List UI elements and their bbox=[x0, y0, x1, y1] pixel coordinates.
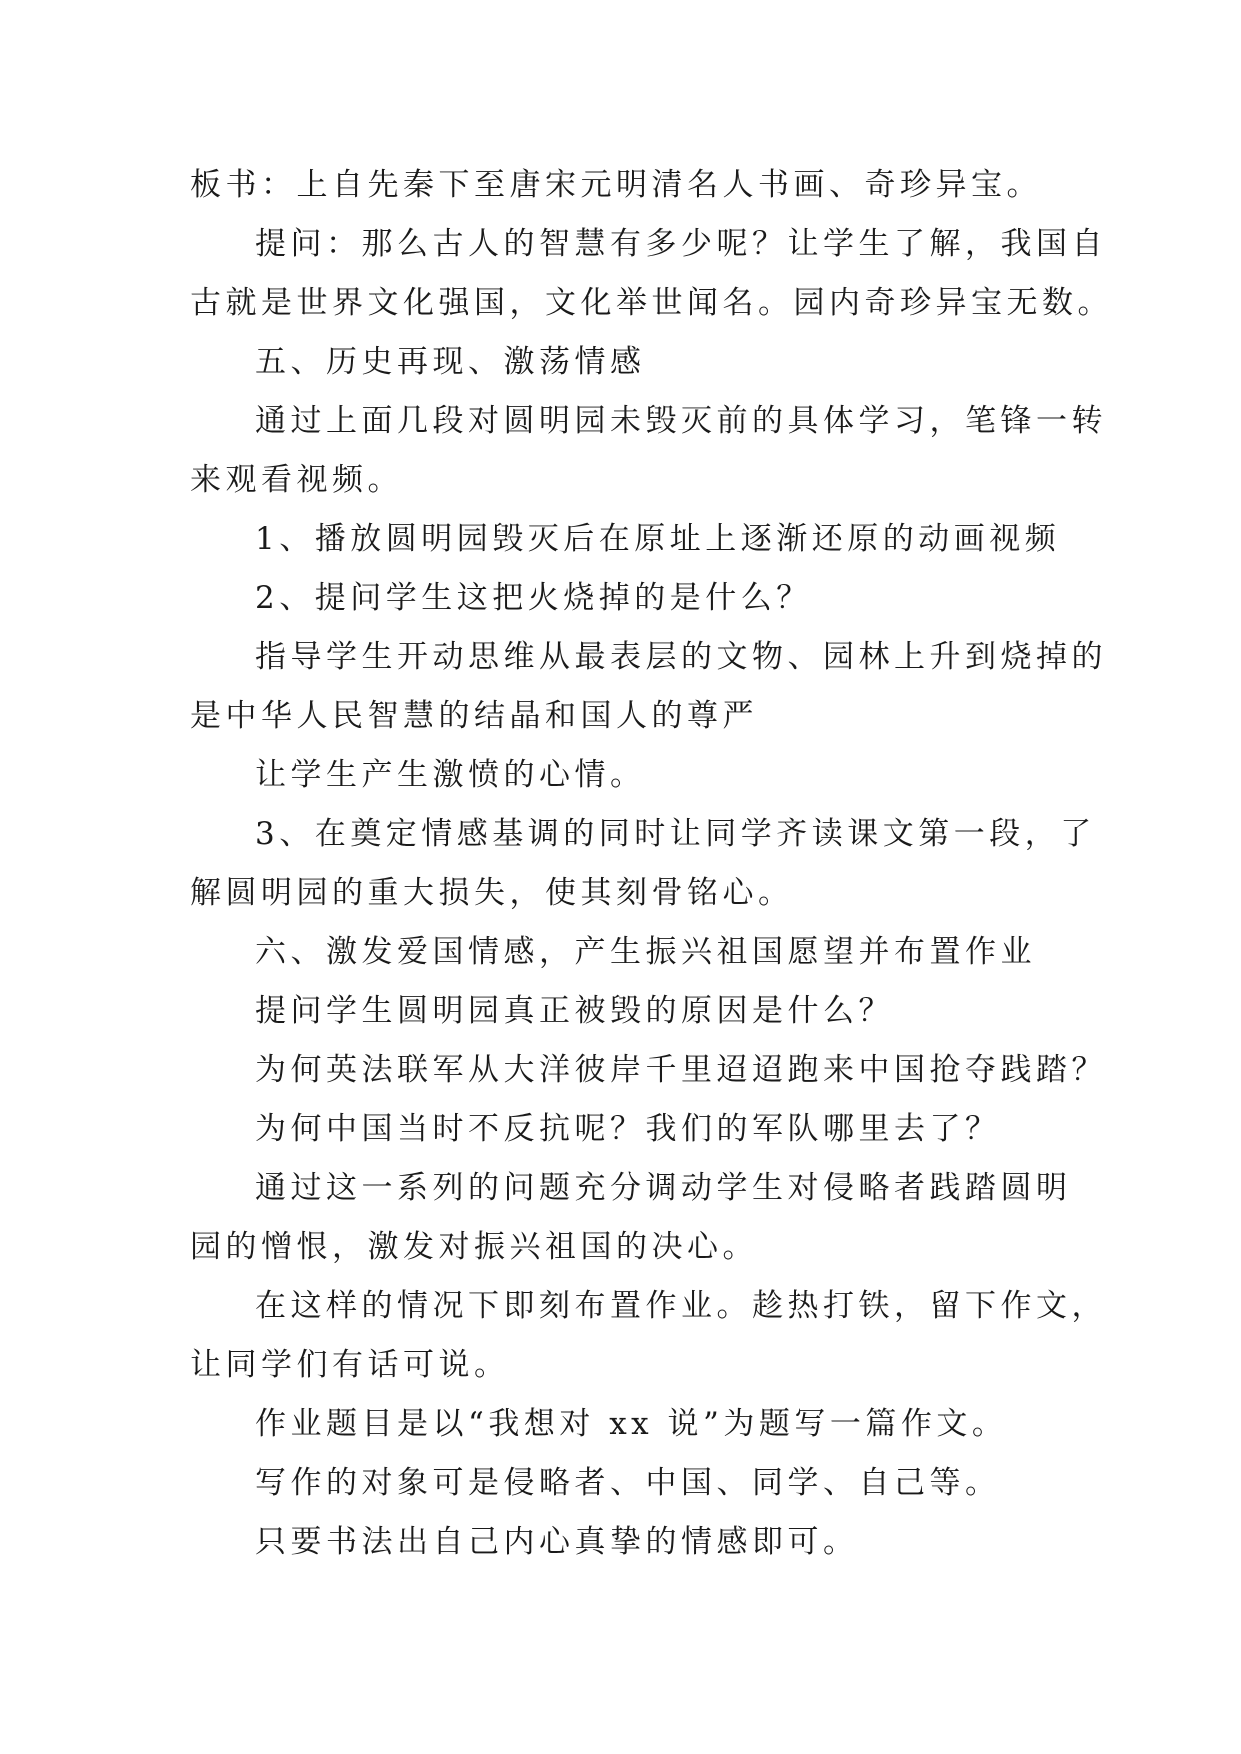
text-line: 来观看视频。 bbox=[190, 462, 403, 498]
text-line: 在这样的情况下即刻布置作业。趁热打铁，留下作文， bbox=[255, 1288, 1107, 1324]
section-heading: 六、激发爱国情感，产生振兴祖国愿望并布置作业 bbox=[255, 934, 1036, 970]
text-line: 作业题目是以“我想对 xx 说”为题写一篇作文。 bbox=[255, 1406, 1008, 1442]
text-line: 为何中国当时不反抗呢？我们的军队哪里去了？ bbox=[255, 1111, 1001, 1147]
list-item: 1、播放圆明园毁灭后在原址上逐渐还原的动画视频 bbox=[255, 521, 1061, 557]
text-line: 写作的对象可是侵略者、中国、同学、自己等。 bbox=[255, 1465, 1001, 1501]
list-item: 2、提问学生这把火烧掉的是什么？ bbox=[255, 580, 812, 616]
text-line: 为何英法联军从大洋彼岸千里迢迢跑来中国抢夺践踏？ bbox=[255, 1052, 1107, 1088]
text-line: 提问：那么古人的智慧有多少呢？让学生了解，我国自 bbox=[255, 226, 1107, 262]
text-line: 只要书法出自己内心真挚的情感即可。 bbox=[255, 1524, 859, 1560]
list-item: 3、在奠定情感基调的同时让同学齐读课文第一段，了 bbox=[255, 816, 1096, 852]
text-line: 让同学们有话可说。 bbox=[190, 1347, 510, 1383]
text-line: 板书：上自先秦下至唐宋元明清名人书画、奇珍异宝。 bbox=[190, 167, 1042, 203]
text-line: 指导学生开动思维从最表层的文物、园林上升到烧掉的 bbox=[255, 639, 1107, 675]
text-line: 提问学生圆明园真正被毁的原因是什么？ bbox=[255, 993, 894, 1029]
text-line: 园的憎恨，激发对振兴祖国的决心。 bbox=[190, 1229, 758, 1265]
text-line: 通过这一系列的问题充分调动学生对侵略者践踏圆明 bbox=[255, 1170, 1072, 1206]
text-line: 解圆明园的重大损失，使其刻骨铭心。 bbox=[190, 875, 794, 911]
text-line: 通过上面几段对圆明园未毁灭前的具体学习，笔锋一转 bbox=[255, 403, 1107, 439]
text-line: 古就是世界文化强国，文化举世闻名。园内奇珍异宝无数。 bbox=[190, 285, 1113, 321]
text-line: 是中华人民智慧的结晶和国人的尊严 bbox=[190, 698, 758, 734]
text-line: 让学生产生激愤的心情。 bbox=[255, 757, 646, 793]
section-heading: 五、历史再现、激荡情感 bbox=[255, 344, 646, 380]
